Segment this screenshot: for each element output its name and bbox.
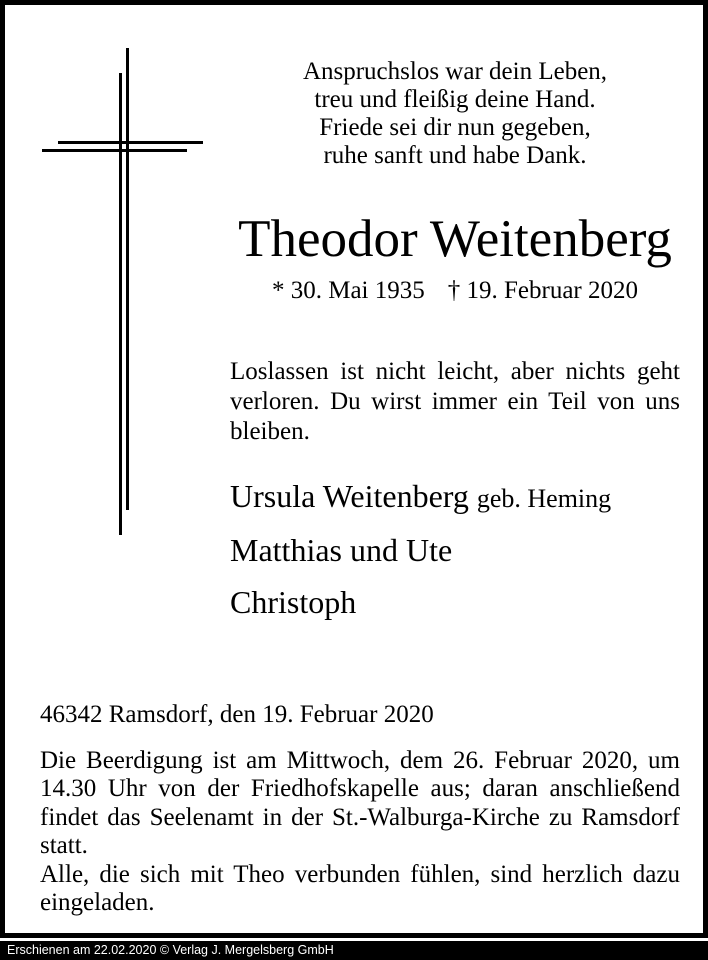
cross-horizontal-bar-bottom [42,149,187,152]
mourner-line [230,532,680,569]
cross-vertical-bar-right [126,48,129,510]
poem-line: treu und fleißig deine Hand. [314,86,596,113]
tribute-paragraph: Loslassen ist nicht leicht, aber nichts geht verloren. Du wirst immer ein Teil von uns bleiben. [230,358,680,445]
poem-line: ruhe sanft und habe Dank. [323,142,587,169]
poem-line: Friede sei dir nun gegeben, [319,114,591,141]
poem-line: Anspruchslos war dein Leben, [302,58,608,85]
birth-date: * 30. Mai 1935 [271,277,425,304]
cross-horizontal-bar-top [58,141,203,144]
place-date-line: 46342 Ramsdorf, den 19. Februar 2020 [40,701,434,728]
deceased-name: Theodor Weitenberg [238,210,672,268]
funeral-details [40,701,680,918]
mourner-name-suffix: geb. Heming [476,484,612,513]
mourner-name: Ursula Weitenberg [230,478,469,514]
mourners-list [230,478,680,636]
death-date: † 19. Februar 2020 [447,277,639,304]
mourner-line [230,478,680,517]
publisher-footer-text: Erschienen am 22.02.2020 © Verlag J. Mergelsberg GmbH [7,943,334,957]
life-dates [230,277,680,305]
funeral-info-paragraph: Die Beerdigung ist am Mittwoch, dem 26. Februar 2020, um 14.30 Uhr von der Friedhofskapelle aus; daran anschließend findet das Seelenamt in der St.-Walburga-Kirche zu Ramsdorf statt. [40,746,680,859]
publisher-footer-bar [0,941,708,960]
mourner-name: Christoph [230,584,357,620]
mourner-name: Matthias und Ute [230,532,453,568]
memorial-poem [230,58,680,170]
mourner-line [230,584,680,621]
invitation-paragraph: Alle, die sich mit Theo verbunden fühlen, sind herzlich dazu eingeladen. [40,860,680,916]
